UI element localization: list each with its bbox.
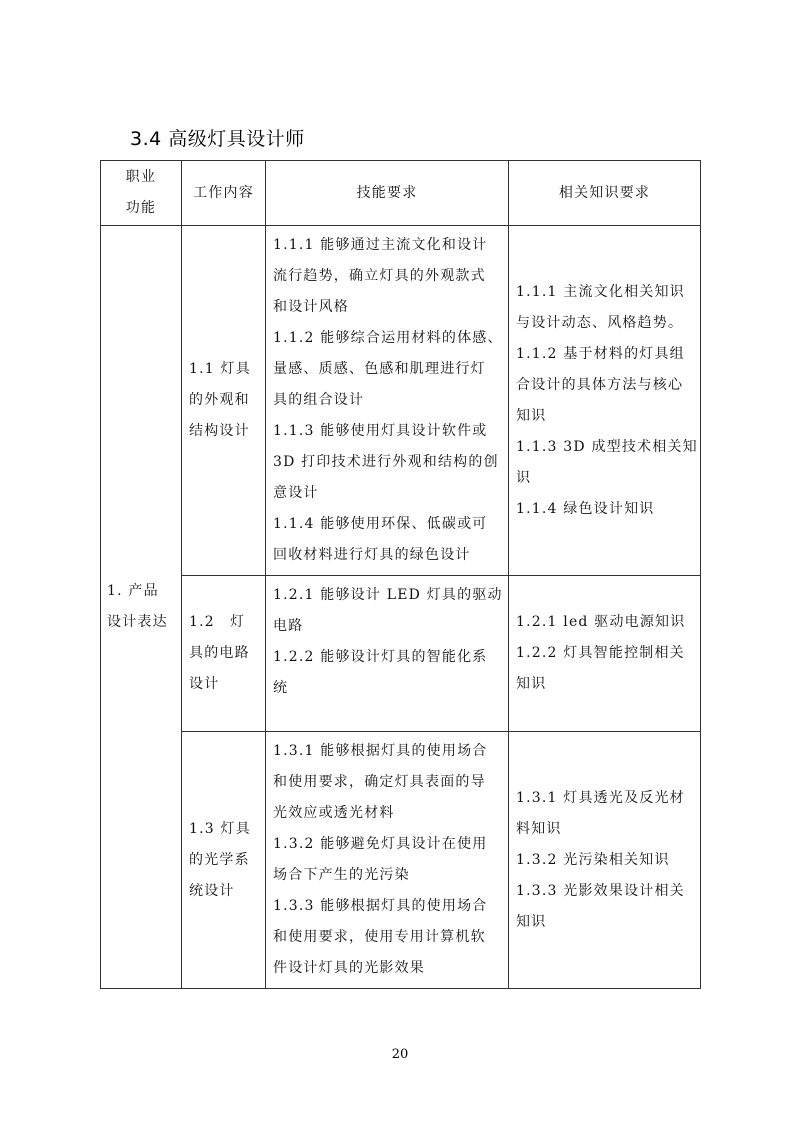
work-content-line: 统设计 [189,882,235,899]
knowledge-line: 1.2.1 led 驱动电源知识 [516,614,686,630]
skill-line: 电路 [273,618,304,634]
header-knowledge-requirements: 相关知识要求 [509,161,701,226]
skill-line: 光效应或透光材料 [273,805,395,821]
skill-cell [266,732,509,989]
skill-line: 具的组合设计 [273,392,365,408]
work-content-line: 设计 [189,676,220,692]
work-content-line: 的外观和 [189,392,250,408]
header-skill-requirements: 技能要求 [266,161,509,226]
knowledge-line: 与设计动态、风格趋势。 [516,314,684,331]
skill-line: 和使用要求，确定灯具表面的导 [273,774,486,790]
knowledge-line: 1.1.2 基于材料的灯具组 [516,345,685,362]
knowledge-line: 1.3.1 灯具透光及反光材 [516,789,685,806]
table-row [101,732,701,989]
function-cell [101,226,182,989]
header-function-line-2: 功能 [125,200,157,216]
work-content-cell [182,226,266,576]
knowledge-line: 知识 [516,676,547,692]
knowledge-cell [509,226,701,576]
skill-line: 和设计风格 [273,299,349,315]
skill-cell [266,576,509,732]
skill-line: 1.2.1 能够设计 LED 灯具的驱动 [273,587,503,603]
page-number: 20 [391,1047,409,1062]
work-content-line: 的光学系 [189,851,250,868]
work-content-cell [182,576,266,732]
skill-line: 1.1.3 能够使用灯具设计软件或 [273,423,488,439]
work-content-line: 1.1 灯具 [189,361,251,377]
work-content-line: 1.2 灯 [189,614,246,630]
work-content-line: 具的电路 [189,645,250,661]
skill-cell [266,226,509,576]
skill-line: 件设计灯具的光影效果 [273,960,425,976]
function-line: 设计表达 [107,614,168,630]
knowledge-line: 1.1.1 主流文化相关知识 [516,283,685,300]
skill-line: 流行趋势，确立灯具的外观款式 [273,268,486,284]
knowledge-line: 合设计的具体方法与核心 [516,376,684,393]
skill-line: 量感、质感、色感和肌理进行灯 [273,361,486,377]
work-content-cell [182,732,266,989]
knowledge-line: 知识 [516,407,547,424]
work-content-line: 1.3 灯具 [189,820,251,837]
header-work-content: 工作内容 [182,161,266,226]
skill-requirements-table [100,160,701,989]
skill-line: 1.2.2 能够设计灯具的智能化系 [273,649,488,665]
knowledge-cell [509,732,701,989]
function-line: 1. 产品 [107,583,159,599]
table-row [101,576,701,732]
skill-line: 1.3.3 能够根据灯具的使用场合 [273,898,488,914]
skill-line: 场合下产生的光污染 [273,867,410,883]
skill-line: 3D 打印技术进行外观和结构的创 [273,454,499,470]
work-content-line: 结构设计 [189,423,250,439]
knowledge-line: 识 [516,469,532,486]
knowledge-line: 1.3.3 光影效果设计相关 [516,882,685,899]
skill-line: 回收材料进行灯具的绿色设计 [273,547,471,563]
knowledge-cell [509,576,701,732]
skill-line: 1.1.4 能够使用环保、低碳或可 [273,516,488,532]
knowledge-line: 1.2.2 灯具智能控制相关 [516,645,685,661]
section-heading: 3.4 高级灯具设计师 [130,128,305,150]
knowledge-line: 1.3.2 光污染相关知识 [516,851,670,868]
table-row [101,226,701,576]
skill-line: 意设计 [273,485,319,501]
header-function-line-1: 职业 [125,169,157,185]
knowledge-line: 1.1.3 3D 成型技术相关知 [516,438,698,455]
table-header-row [101,161,701,226]
skill-line: 1.3.2 能够避免灯具设计在使用 [273,836,488,852]
skill-line: 1.1.1 能够通过主流文化和设计 [273,237,488,253]
knowledge-line: 知识 [516,913,547,930]
skill-line: 1.1.2 能够综合运用材料的体感、 [273,330,503,346]
knowledge-line: 料知识 [516,820,562,837]
skill-line: 和使用要求，使用专用计算机软 [273,929,486,945]
knowledge-line: 1.1.4 绿色设计知识 [516,500,655,517]
skill-line: 1.3.1 能够根据灯具的使用场合 [273,743,488,759]
skill-line: 统 [273,680,289,696]
header-function [101,161,182,226]
